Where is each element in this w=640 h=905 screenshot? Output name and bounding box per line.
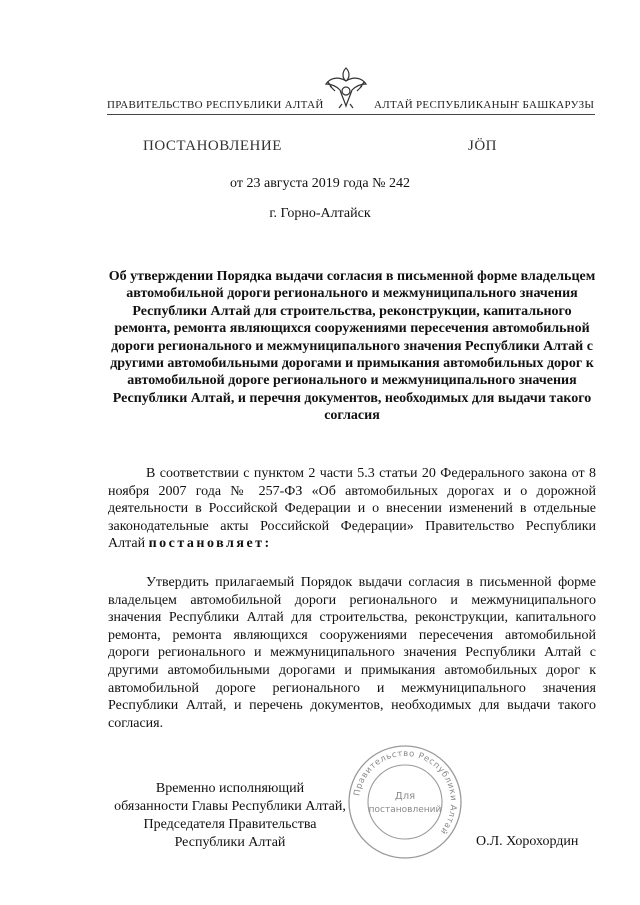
preamble-text: В соответствии с пунктом 2 части 5.3 статьи 20 Федерального закона от 8 ноября 2007 года № 257-ФЗ «Об автомобильных дорогах и о дорожной деятельности в Российской Федерации и о внесении изменений в отдельные законодательные акты Российской Федерации» Правительство Республики Алтай [108, 466, 596, 552]
signature-block [100, 780, 360, 852]
document-title: Об утверждении Порядка выдачи согласия в письменной форме владельцем автомобильной дороги регионального и межмуниципального значения Республики Алтай для строительства, реконструкции, капитального ремонта, ремонта являющихся сооружениями пересечения автомобильной дороги регионального и межмуниципального значения Республики Алтай с другими автомобильными дорогами и примыкания автомобильных дорог к автомобильной дороге регионального и межмуниципального значения Республики Алтай, и перечня документов, необходимых для выдачи такого согласия [108, 269, 596, 424]
operative-paragraph: Утвердить прилагаемый Порядок выдачи согласия в письменной форме владельцем автомобильной дороги регионального и межмуниципального значения Республики Алтай для строительства, реконструкции, капитального ремонта, ремонта являющихся сооружениями пересечения автомобильной дороги регионального и межмуниципального значения Республики Алтай с другими автомобильными дорогами и примыкания автомобильных дорог к автомобильной дороге регионального и межмуниципального значения Республики Алтай, и перечень документов, необходимых для выдачи такого согласия. [108, 575, 596, 731]
government-name-altai: АЛТАЙ РЕСПУБЛИКАНЫҤ БАШКАРУЗЫ [374, 99, 595, 111]
decree-label-ru: ПОСТАНОВЛЕНИЕ [143, 138, 282, 154]
decree-city: г. Горно-Алтайск [269, 206, 371, 221]
signature-line-4: Республики Алтай [174, 835, 286, 850]
decree-date-number: от 23 августа 2019 года № 242 [230, 176, 410, 191]
government-name-ru: ПРАВИТЕЛЬСТВО РЕСПУБЛИКИ АЛТАЙ [107, 99, 324, 111]
header-divider [107, 114, 595, 115]
signature-line-2: обязанности Главы Республики Алтай, [114, 799, 346, 814]
preamble-paragraph [108, 465, 596, 553]
decree-label-altai: ЈӦП [468, 138, 498, 154]
signature-line-1: Временно исполняющий [155, 781, 305, 796]
seal-center-line-2: постановлений [368, 805, 442, 815]
resolves-emphasis: постановляет: [148, 536, 272, 552]
signer-name: О.Л. Хорохордин [476, 834, 579, 849]
coat-of-arms-icon [322, 62, 370, 110]
official-seal-icon [346, 743, 464, 861]
seal-ring-text: Правительство Республики Алтай [352, 748, 459, 837]
signature-line-3: Председателя Правительства [143, 817, 317, 832]
seal-center-line-1: Для [394, 791, 416, 802]
